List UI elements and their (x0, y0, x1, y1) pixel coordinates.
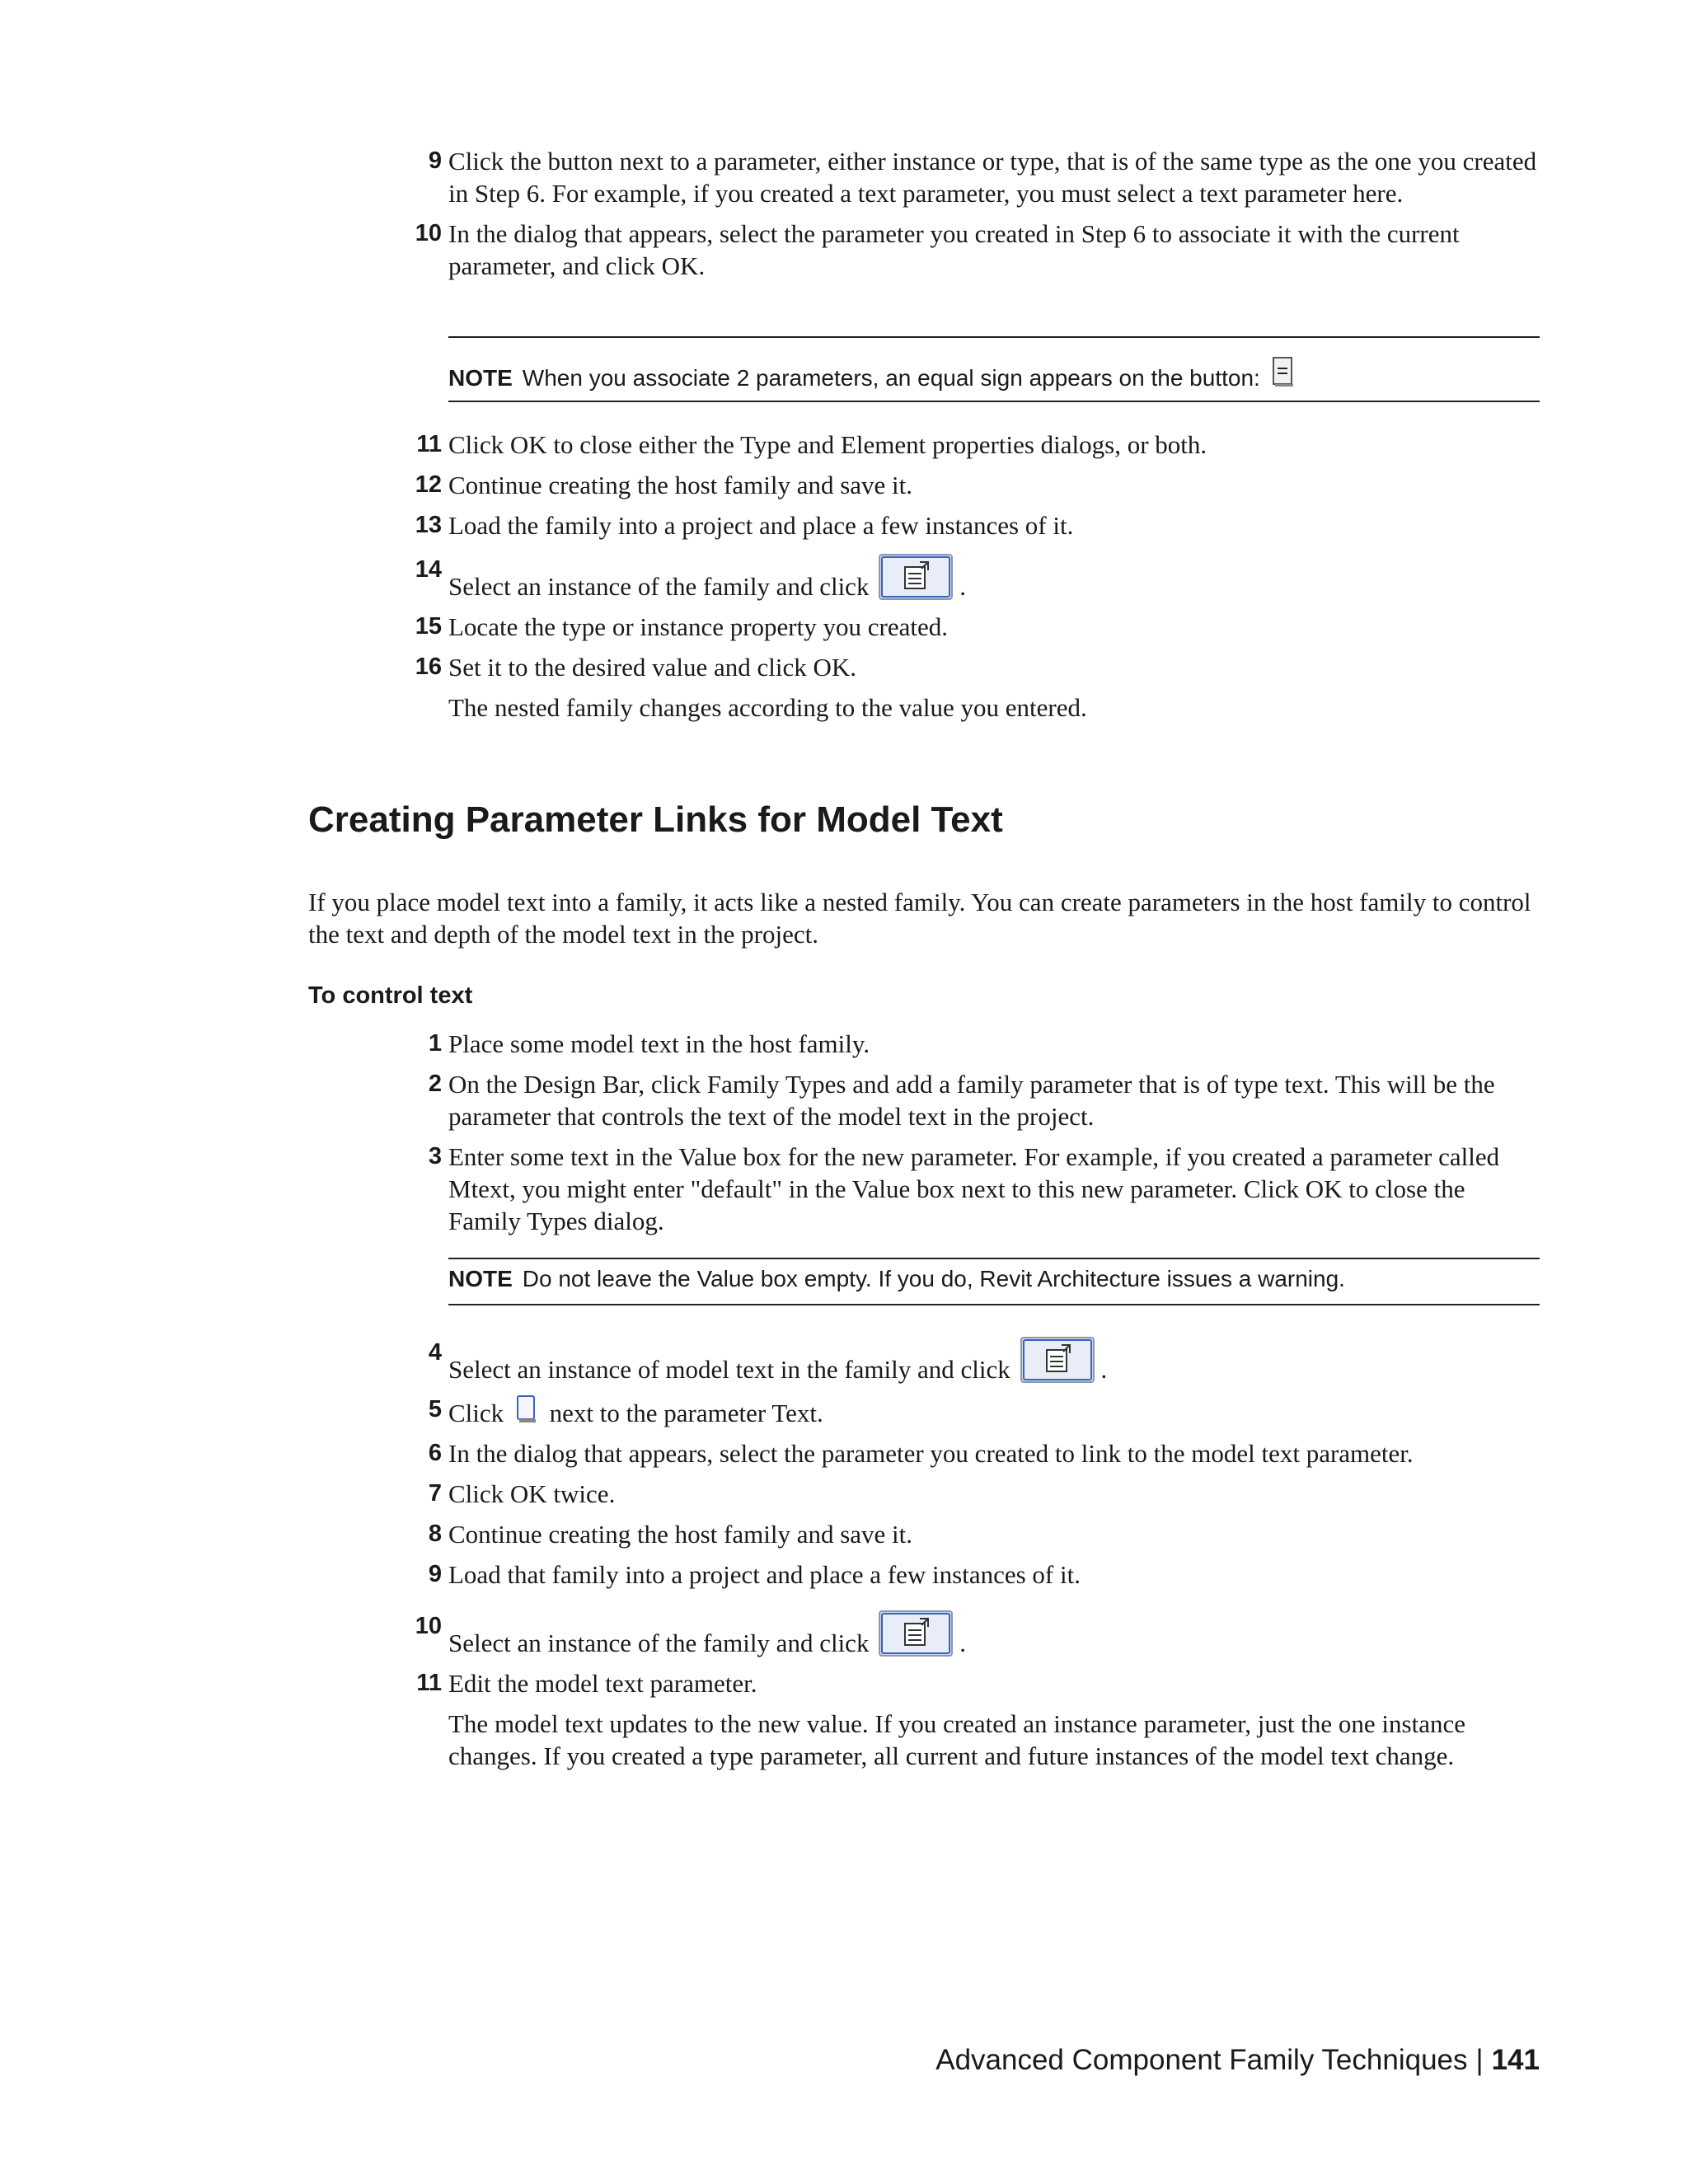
list-item (391, 1394, 1540, 1429)
list-item (391, 1141, 1540, 1237)
step-text: Click OK to close either the Type and Element properties dialogs, or both. (448, 430, 1207, 459)
note-box-2 (448, 1258, 1540, 1305)
step-text: Locate the type or instance property you created. (448, 612, 948, 641)
step-text: Set it to the desired value and click OK. (448, 653, 857, 682)
element-properties-icon (1020, 1337, 1095, 1383)
step-text: In the dialog that appears, select the parameter you created in Step 6 to associate it with the current parameter, and click OK. (448, 219, 1460, 280)
list-item (391, 1518, 1540, 1550)
list-item (391, 1337, 1540, 1385)
section-heading: Creating Parameter Links for Model Text (308, 799, 1003, 840)
procedure-heading: To control text (308, 982, 473, 1009)
step-number: 4 (428, 1339, 442, 1366)
step-number: 15 (415, 613, 442, 640)
step-number: 11 (416, 1670, 442, 1696)
parameter-button-icon (515, 1394, 538, 1425)
list-item (391, 469, 1540, 501)
step-text: In the dialog that appears, select the parameter you created to link to the model text parameter. (448, 1439, 1414, 1468)
step-result-text: The nested family changes according to the value you entered. (448, 693, 1087, 722)
list-item (391, 651, 1540, 683)
steps-block-4 (391, 1028, 1540, 1245)
list-item (391, 554, 1540, 602)
list-item (391, 145, 1540, 209)
step-number: 10 (415, 220, 442, 246)
step-number: 13 (415, 512, 442, 538)
footer-separator: | (1475, 2044, 1484, 2076)
step-number: 9 (428, 148, 442, 174)
step-text: Enter some text in the Value box for the new parameter. For example, if you created a parameter called Mtext, you might enter "default" in the Value box next to this new parameter. Click OK to close the Family Types dialog. (448, 1142, 1500, 1235)
note-text: When you associate 2 parameters, an equal sign appears on the button: (522, 365, 1260, 391)
list-item (391, 1558, 1540, 1591)
steps-block-3 (391, 554, 1540, 732)
list-item (391, 1610, 1540, 1659)
list-item (391, 429, 1540, 461)
step-number: 7 (428, 1480, 442, 1507)
note-box-1 (448, 336, 1540, 402)
step-text-suffix: next to the parameter Text. (549, 1399, 823, 1427)
step-text: Load the family into a project and place a few instances of it. (448, 511, 1074, 540)
step-text: On the Design Bar, click Family Types and add a family parameter that is of type text. This will be the parameter that controls the text of the model text in the project. (448, 1070, 1495, 1131)
list-item (391, 611, 1540, 643)
list-item (391, 1437, 1540, 1469)
list-item (391, 509, 1540, 541)
step-number: 8 (428, 1521, 442, 1547)
step-number: 16 (415, 654, 442, 680)
page-footer (935, 2044, 1540, 2077)
equal-parameter-button-icon (1272, 356, 1295, 387)
step-number: 14 (415, 556, 442, 583)
element-properties-icon (879, 554, 953, 600)
step-number: 3 (428, 1143, 442, 1169)
step-number: 6 (428, 1440, 442, 1466)
step-text: Load that family into a project and place a few instances of it. (448, 1560, 1081, 1589)
list-item (391, 1667, 1540, 1699)
step-text: Select an instance of the family and click (448, 1629, 870, 1657)
list-item (391, 1478, 1540, 1510)
step-result-text: The model text updates to the new value. If you created an instance parameter, just the one instance changes. If you created a type parameter, all current and future instances of the model text change. (448, 1709, 1465, 1770)
step-text: Continue creating the host family and save it. (448, 1520, 913, 1549)
step-text-suffix: . (1100, 1355, 1108, 1384)
step-number: 5 (428, 1396, 442, 1422)
step-text: Select an instance of the family and click (448, 572, 870, 601)
note-text: Do not leave the Value box empty. If you do, Revit Architecture issues a warning. (522, 1266, 1345, 1291)
steps-block-5 (391, 1337, 1540, 1780)
element-properties-icon (879, 1610, 953, 1657)
step-number: 12 (415, 471, 442, 498)
step-text-suffix: . (959, 1629, 966, 1657)
note-label: NOTE (448, 1266, 513, 1291)
steps-block-1 (391, 145, 1540, 290)
list-item (391, 218, 1540, 282)
steps-block-2 (391, 429, 1540, 550)
step-text: Edit the model text parameter. (448, 1669, 757, 1698)
step-text-suffix: . (959, 572, 966, 601)
step-number: 1 (428, 1030, 442, 1057)
intro-paragraph: If you place model text into a family, it acts like a nested family. You can create parameters in the host family to control the text and depth of the model text in the project. (308, 888, 1531, 949)
step-number: 2 (428, 1071, 442, 1097)
page-number: 141 (1491, 2044, 1540, 2076)
step-text: Click the button next to a parameter, either instance or type, that is of the same type as the one you created in Step 6. For example, if you created a text parameter, you must select a text parameter here. (448, 147, 1537, 208)
step-number: 10 (415, 1613, 442, 1639)
step-text: Select an instance of model text in the family and click (448, 1355, 1010, 1384)
list-item (391, 1068, 1540, 1132)
step-text: Click OK twice. (448, 1479, 616, 1508)
list-item (391, 1028, 1540, 1060)
footer-title: Advanced Component Family Techniques (935, 2044, 1468, 2076)
step-text: Place some model text in the host family. (448, 1029, 870, 1058)
note-label: NOTE (448, 365, 513, 391)
step-text: Click (448, 1399, 504, 1427)
step-number: 9 (428, 1561, 442, 1587)
step-text: Continue creating the host family and save it. (448, 471, 913, 499)
step-number: 11 (416, 431, 442, 457)
